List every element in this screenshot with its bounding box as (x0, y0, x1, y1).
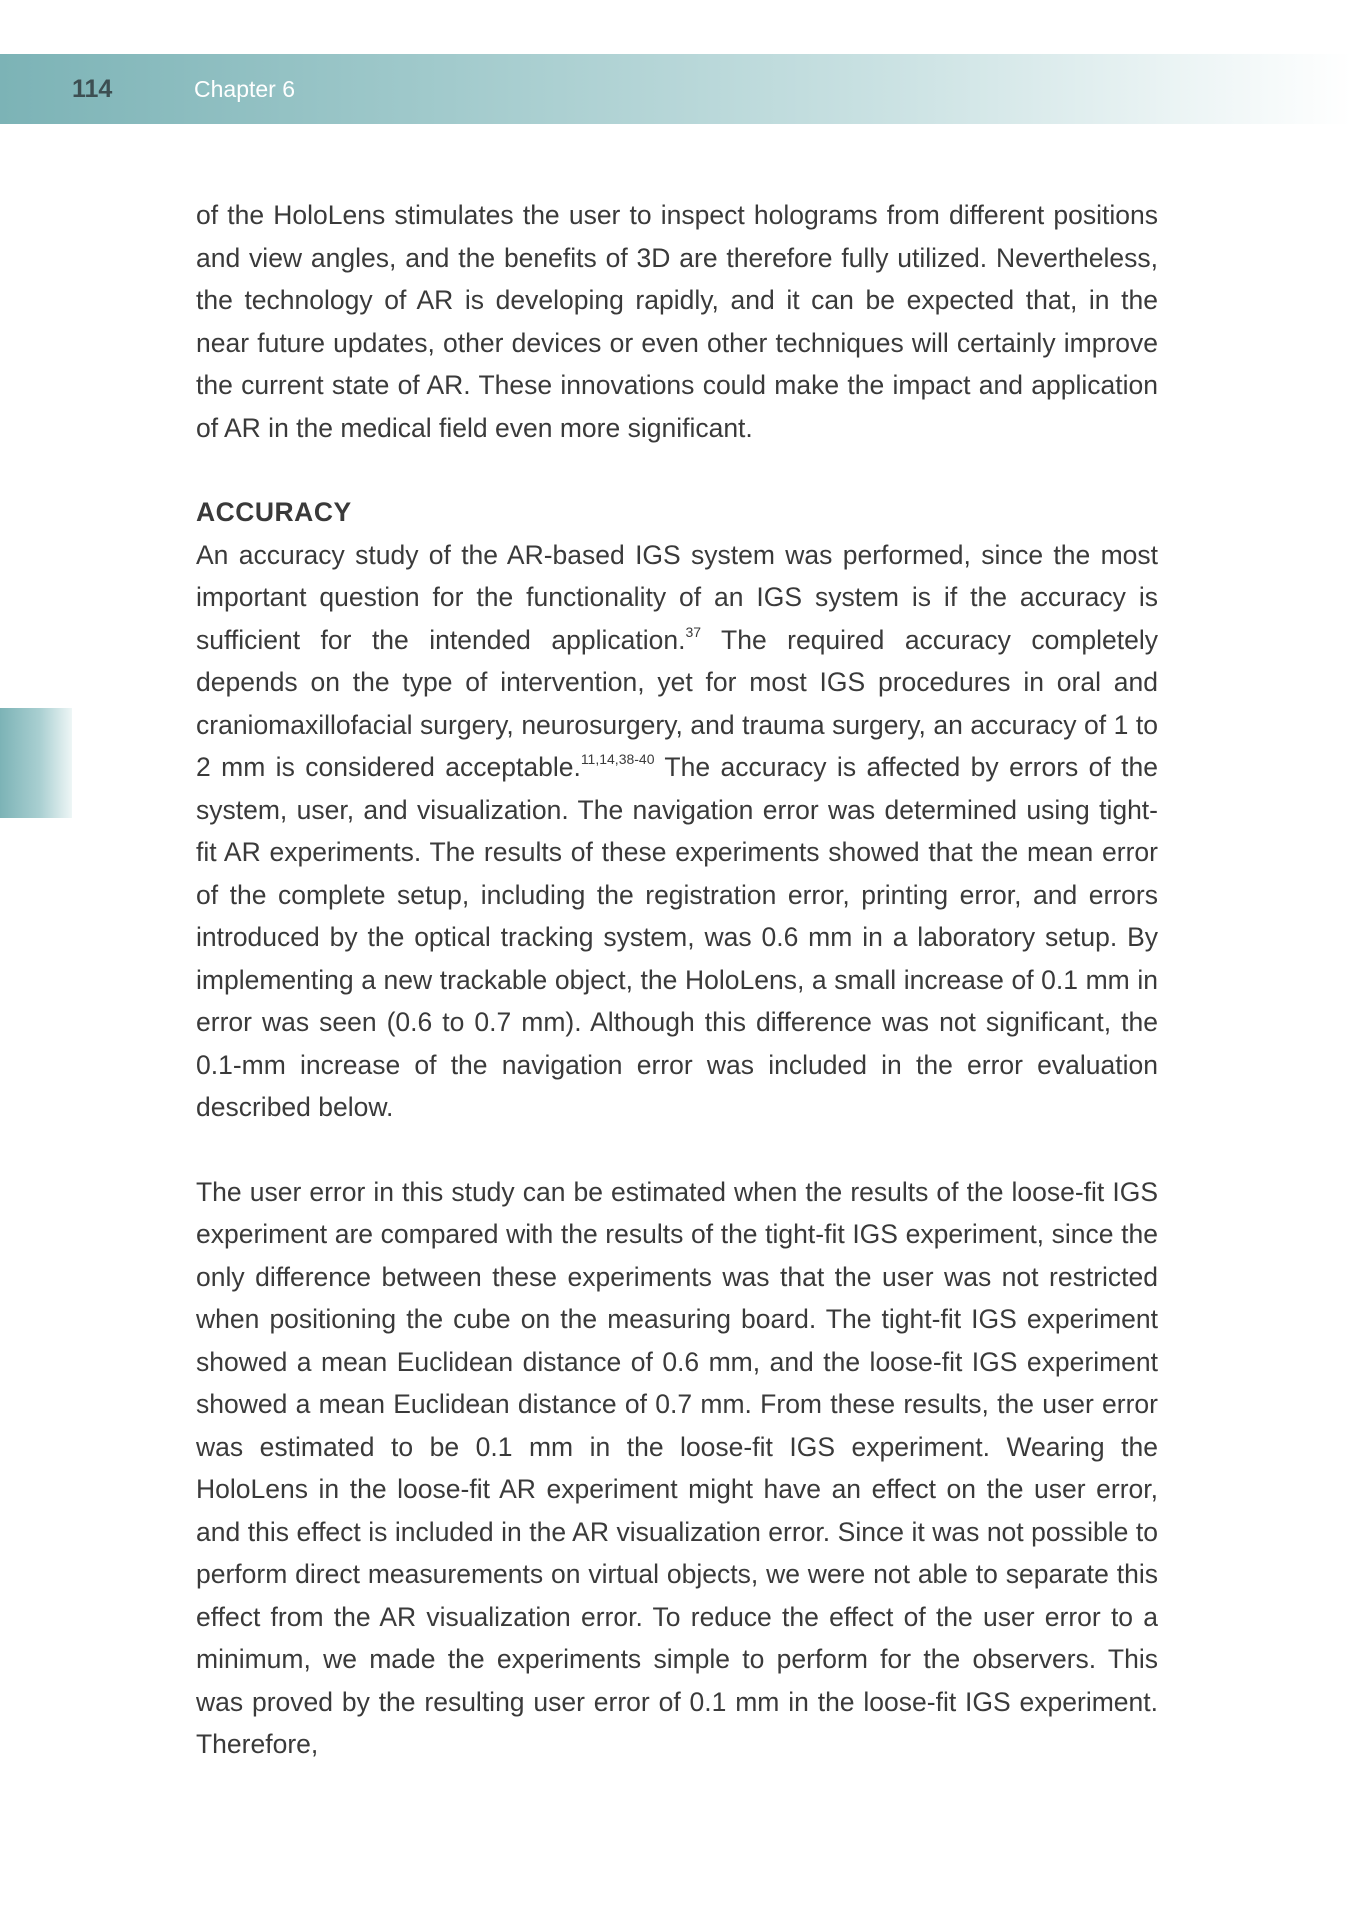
paragraph-text-segment: The required accuracy completely depends on the type of intervention, yet for most IGS procedures in oral and craniomaxillofacial surgery, neurosurgery, and trauma surgery, an accuracy of 1 to 2 mm is considered acceptable. (196, 624, 1158, 782)
section-heading-accuracy: ACCURACY (196, 497, 352, 527)
citation-reference: 37 (685, 623, 702, 640)
paragraph-text-segment: An accuracy study of the AR-based IGS system was performed, since the most important question for the functionality of an IGS system is if the accuracy is sufficient for the intended application. (196, 539, 1158, 655)
paragraph-ar-future: of the HoloLens stimulates the user to inspect holograms from different positions and view angles, and the benefits of 3D are therefore fully utilized. Nevertheless, the technology of AR is developing rapidly, and it can be expected that, in the near future updates, other devices or even other techniques will certainly improve the current state of AR. These innovations could make the impact and application of AR in the medical field even more significant. (196, 200, 1158, 443)
page-number: 114 (72, 75, 113, 103)
paragraph-spacer (196, 449, 1158, 491)
page-body (196, 194, 1158, 1766)
paragraph-accuracy-study (196, 534, 1158, 1129)
chapter-side-tab (0, 708, 72, 818)
paragraph-user-error: The user error in this study can be estimated when the results of the loose-fit IGS experiment are compared with the results of the tight-fit IGS experiment, since the only difference between these experiments was that the user was not restricted when positioning the cube on the measuring board. The tight-fit IGS experiment showed a mean Euclidean distance of 0.6 mm, and the loose-fit IGS experiment showed a mean Euclidean distance of 0.7 mm. From these results, the user error was estimated to be 0.1 mm in the loose-fit IGS experiment. Wearing the HoloLens in the loose-fit AR experiment might have an effect on the user error, and this effect is included in the AR visualization error. Since it was not possible to perform direct measurements on virtual objects, we were not able to separate this effect from the AR visualization error. To reduce the effect of the user error to a minimum, we made the experiments simple to perform for the observers. This was proved by the resulting user error of 0.1 mm in the loose-fit IGS experiment. Therefore, (196, 1176, 1158, 1759)
paragraph-text-segment: The accuracy is affected by errors of the system, user, and visualization. The navigation error was determined using tight-fit AR experiments. The results of these experiments showed that the mean error of the complete setup, including the registration error, printing error, and errors introduced by the optical tracking system, was 0.6 mm in a laboratory setup. By implementing a new trackable object, the HoloLens, a small increase of 0.1 mm in error was seen (0.6 to 0.7 mm). Although this difference was not significant, the 0.1-mm increase of the navigation error was included in the error evaluation described below. (196, 752, 1159, 1122)
paragraph-spacer (196, 1129, 1158, 1171)
chapter-title: Chapter 6 (194, 76, 296, 102)
citation-reference: 11,14,38-40 (580, 751, 655, 767)
